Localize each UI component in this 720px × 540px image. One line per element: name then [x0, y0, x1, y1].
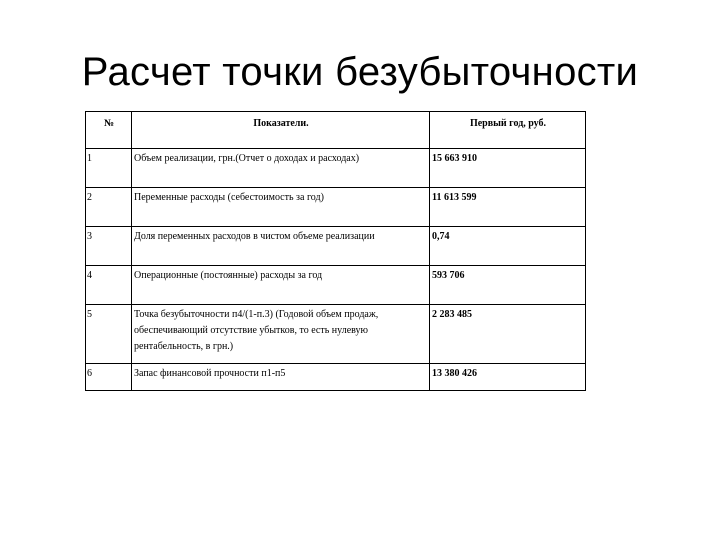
table-row — [86, 227, 586, 266]
row-value: 2 283 485 — [430, 305, 586, 364]
header-number: № — [86, 112, 132, 149]
row-indicator: Доля переменных расходов в чистом объеме реализации — [132, 227, 430, 266]
row-value: 11 613 599 — [430, 188, 586, 227]
row-indicator: Запас финансовой прочности п1-п5 — [132, 364, 430, 391]
table-row — [86, 305, 586, 364]
row-indicator: Переменные расходы (себестоимость за год) — [132, 188, 430, 227]
row-value: 13 380 426 — [430, 364, 586, 391]
table-row — [86, 364, 586, 391]
header-indicator: Показатели. — [132, 112, 430, 149]
row-number: 2 — [86, 188, 132, 227]
row-number: 5 — [86, 305, 132, 364]
row-number: 4 — [86, 266, 132, 305]
break-even-table — [85, 111, 586, 391]
row-indicator: Объем реализации, грн.(Отчет о доходах и расходах) — [132, 149, 430, 188]
row-number: 6 — [86, 364, 132, 391]
row-value: 15 663 910 — [430, 149, 586, 188]
row-number: 3 — [86, 227, 132, 266]
header-value: Первый год, руб. — [430, 112, 586, 149]
row-number: 1 — [86, 149, 132, 188]
row-value: 593 706 — [430, 266, 586, 305]
row-indicator: Операционные (постоянные) расходы за год — [132, 266, 430, 305]
table-row — [86, 149, 586, 188]
row-indicator: Точка безубыточности п4/(1-п.3) (Годовой объем продаж, обеспечивающий отсутствие убытков, то есть нулевую рентабельность, в грн.) — [132, 305, 430, 364]
table-row — [86, 266, 586, 305]
row-value: 0,74 — [430, 227, 586, 266]
table-header-row — [86, 112, 586, 149]
table-row — [86, 188, 586, 227]
slide-title: Расчет точки безубыточности — [81, 50, 639, 94]
